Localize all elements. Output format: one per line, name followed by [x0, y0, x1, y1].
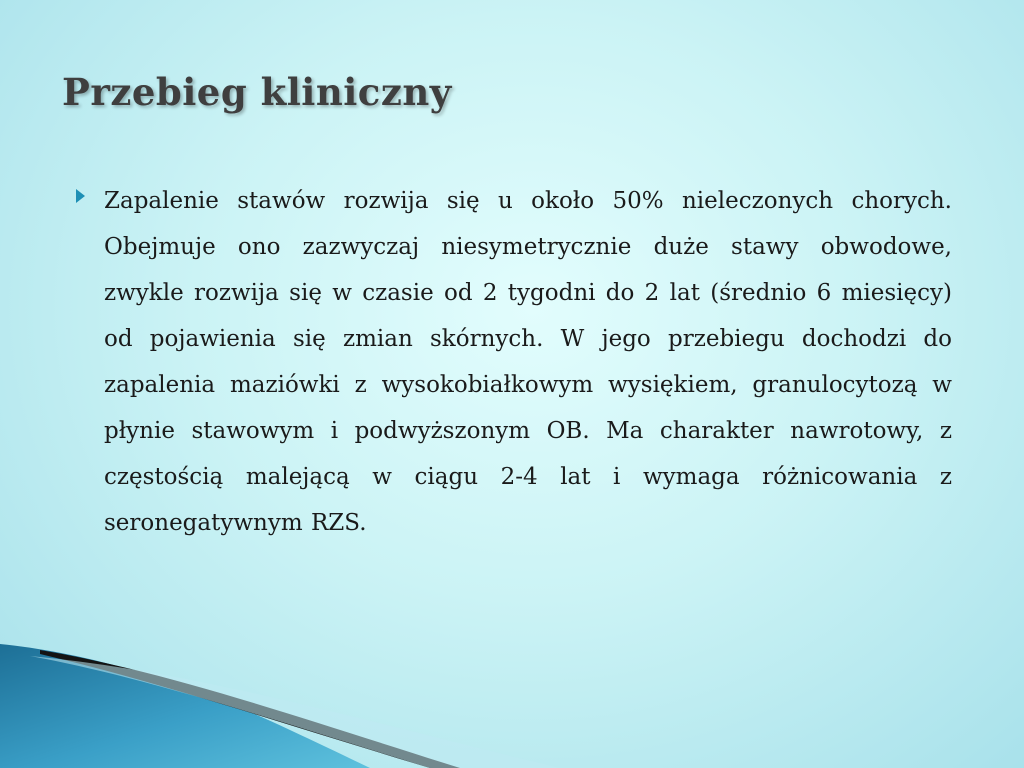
- decorative-corner-swoosh: [0, 638, 1024, 768]
- slide-content: [72, 178, 952, 546]
- bullet-text: Zapalenie stawów rozwija się u około 50% nieleczonych chorych. Obejmuje ono zazwyczaj niesymetrycznie duże stawy obwodowe, zwykle rozwija się w czasie od 2 tygodni do 2 lat (średnio 6 miesięcy) od pojawienia się zmian skórnych. W jego przebiegu dochodzi do zapalenia maziówki z wysokobiałkowym wysiękiem, granulocytozą w płynie stawowym i podwyższonym OB. Ma charakter nawrotowy, z częstością malejącą w ciągu 2-4 lat i wymaga różnicowania z seronegatywnym RZS.: [104, 188, 952, 536]
- slide-title: Przebieg kliniczny: [62, 70, 452, 114]
- triangle-bullet-icon: [76, 189, 85, 203]
- bullet-item: [72, 178, 952, 546]
